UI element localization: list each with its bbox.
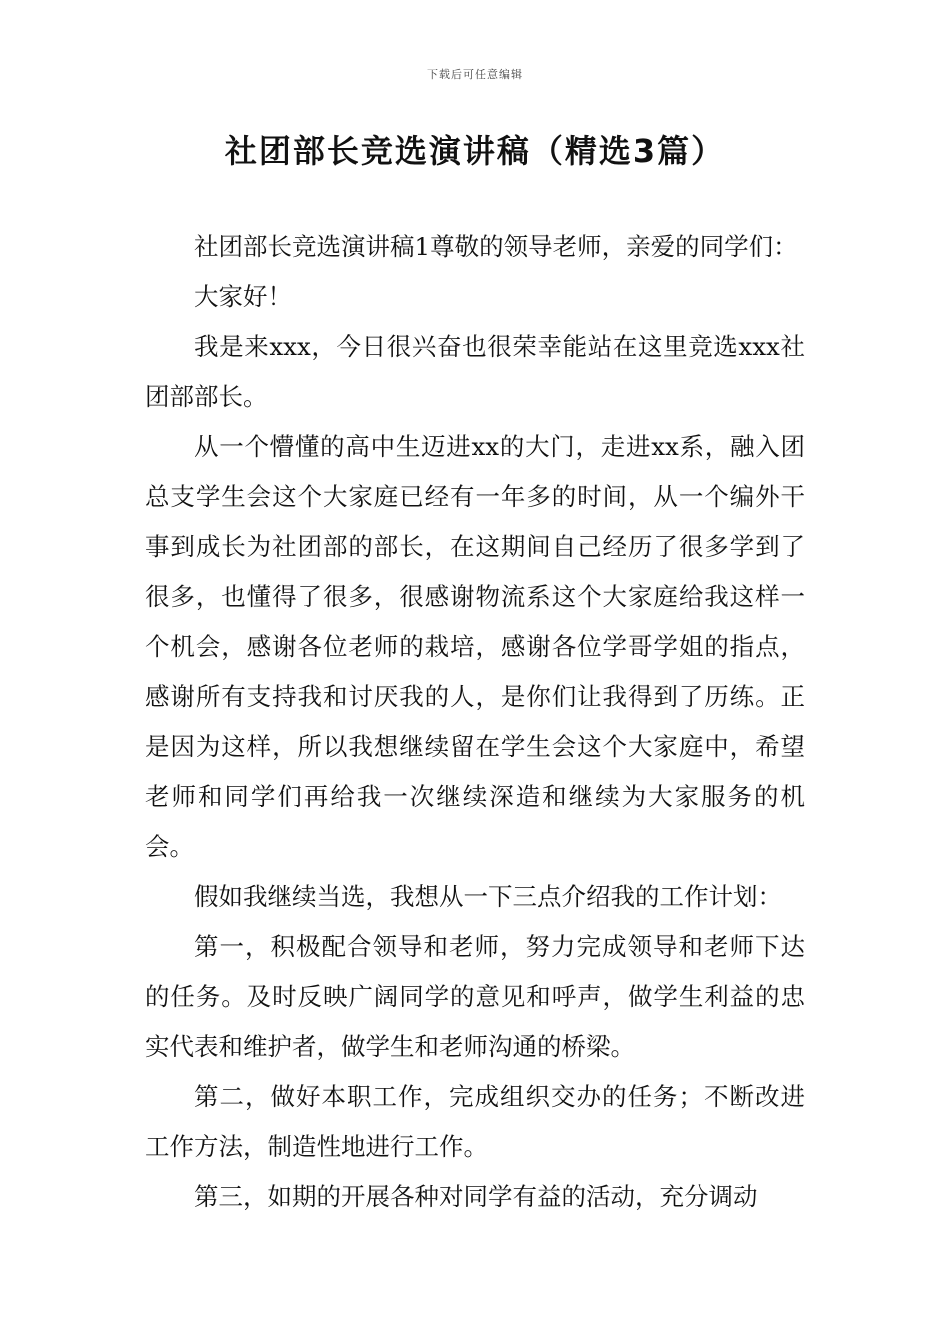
paragraph-experience: 从一个懵懂的高中生迈进xx的大门，走进xx系，融入团总支学生会这个大家庭已经有一年多的时间，从一个编外干事到成长为社团部的部长，在这期间自己经历了很多学到了很多，也懂得了很多，很感谢物流系这个大家庭给我这样一个机会，感谢各位老师的栽培，感谢各位学哥学姐的指点，感谢所有支持我和讨厌我的人，是你们让我得到了历练。正是因为这样，所以我想继续留在学生会这个大家庭中，希望老师和同学们再给我一次继续深造和继续为大家服务的机会。 bbox=[145, 432, 805, 861]
paragraph-intro: 我是来xxx，今日很兴奋也很荣幸能站在这里竞选xxx社团部部长。 bbox=[145, 332, 805, 411]
document-body bbox=[145, 222, 805, 1222]
document-title: 社团部长竞选演讲稿（精选3篇） bbox=[224, 132, 726, 170]
header-note: 下载后可任意编辑 bbox=[427, 68, 523, 81]
paragraph-plan-intro: 假如我继续当选，我想从一下三点介绍我的工作计划： bbox=[194, 882, 782, 911]
paragraph-plan-second: 第二，做好本职工作，完成组织交办的任务；不断改进工作方法，制造性地进行工作。 bbox=[145, 1082, 805, 1161]
paragraph-plan-third: 第三，如期的开展各种对同学有益的活动，充分调动 bbox=[194, 1182, 758, 1211]
paragraph-plan-first: 第一，积极配合领导和老师，努力完成领导和老师下达的任务。及时反映广阔同学的意见和呼声，做学生利益的忠实代表和维护者，做学生和老师沟通的桥梁。 bbox=[145, 932, 805, 1061]
paragraph-greeting: 大家好！ bbox=[194, 282, 292, 311]
paragraph-salutation: 社团部长竞选演讲稿1尊敬的领导老师，亲爱的同学们： bbox=[194, 232, 798, 261]
